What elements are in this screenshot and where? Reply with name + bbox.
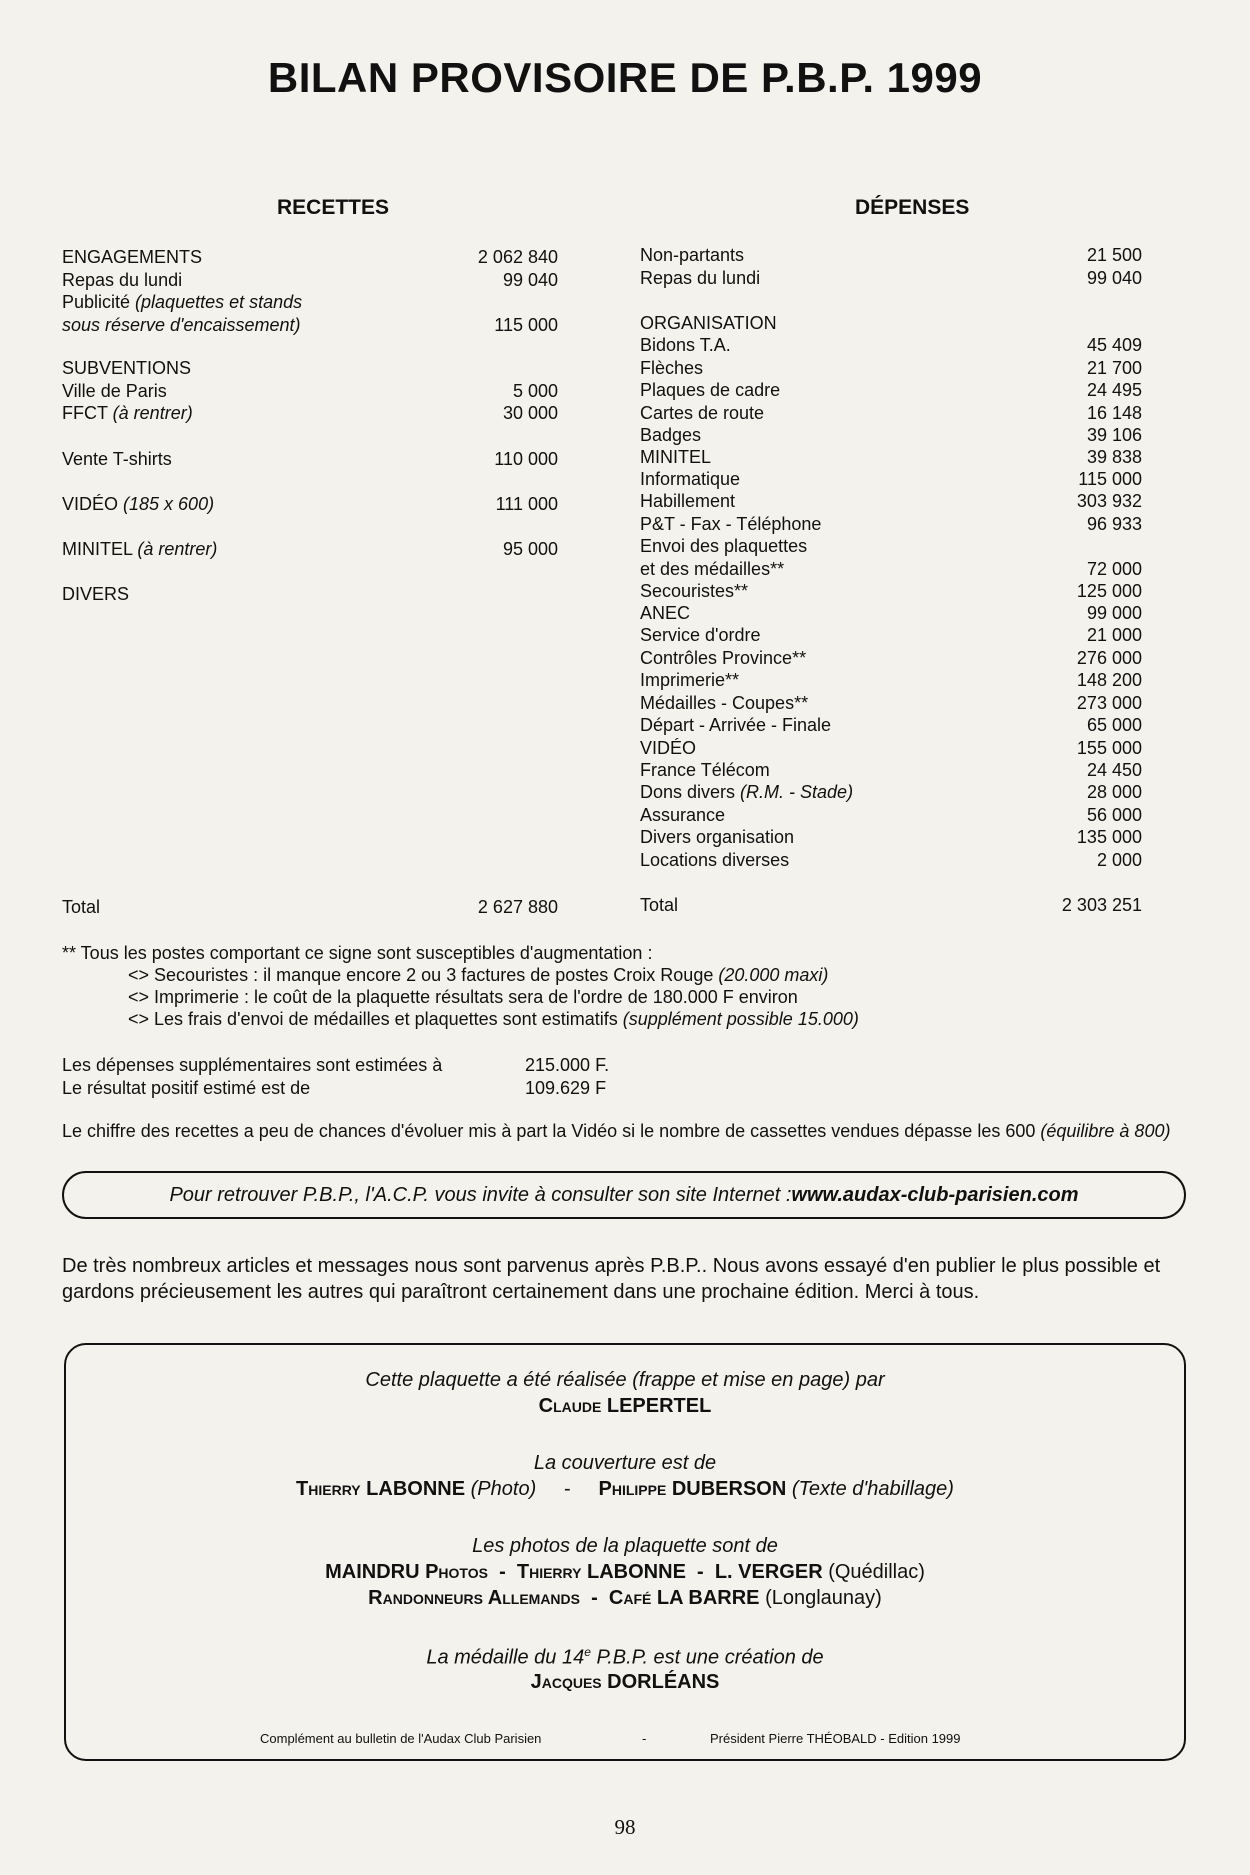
row-amount: 72 000 [1086,559,1142,579]
row-label: France Télécom [640,760,770,780]
row-amount: 115 000 [494,315,558,335]
row-label: Flèches [640,358,704,378]
cover-credits: Thierry LABONNE (Photo) - Philippe DUBERSON (Texte d'habillage) [296,1478,954,1500]
row-amount: 155 000 [1076,738,1142,758]
result-value: 109.629 F [525,1078,607,1098]
footer-right: Président Pierre THÉOBALD - Edition 1999 [710,1731,961,1746]
row-amount: 303 932 [1076,491,1142,511]
credits-author: Claude LEPERTEL [538,1395,712,1417]
photos-credits-1: MAINDRU Photos - Thierry LABONNE - L. VERGER (Quédillac) [325,1561,925,1583]
row-amount: 95 000 [502,539,558,559]
row-label: Informatique [640,469,741,489]
row-label: Habillement [640,491,736,511]
recettes-header: RECETTES [277,196,390,219]
row-label: sous réserve d'encaissement) [62,315,301,335]
row-amount: 2 000 [1096,850,1142,870]
row-label: Dons divers (R.M. - Stade) [640,782,854,802]
row-amount: 2 062 840 [477,247,558,267]
row-amount: 21 500 [1086,245,1142,265]
row-amount: 2 627 880 [477,897,558,917]
row-label: ORGANISATION [640,313,777,333]
row-label: FFCT (à rentrer) [62,403,193,423]
row-amount: 45 409 [1086,335,1142,355]
row-label: Repas du lundi [640,268,761,288]
row-amount: 125 000 [1076,581,1142,601]
row-label: Imprimerie** [640,670,740,690]
row-amount: 24 495 [1086,380,1142,400]
row-label: Non-partants [640,245,745,265]
row-label: ANEC [640,603,691,623]
row-amount: 56 000 [1086,805,1142,825]
row-amount: 135 000 [1076,827,1142,847]
row-label: Médailles - Coupes** [640,693,809,713]
extra-costs-value: 215.000 F. [525,1055,610,1075]
row-amount: 39 838 [1086,447,1142,467]
row-amount: 16 148 [1086,403,1142,423]
website-banner [62,1171,1186,1219]
row-label: Divers organisation [640,827,795,847]
row-label: MINITEL [640,447,712,467]
row-amount: 65 000 [1086,715,1142,735]
row-label: ENGAGEMENTS [62,247,203,267]
row-label: Badges [640,425,702,445]
row-amount: 99 000 [1086,603,1142,623]
row-label: Total [62,897,101,917]
row-label: Plaques de cadre [640,380,781,400]
row-amount: 96 933 [1086,514,1142,534]
row-amount: 111 000 [495,494,558,514]
row-amount: 115 000 [1078,469,1142,489]
depenses-header: DÉPENSES [855,196,970,219]
thanks-paragraph: De très nombreux articles et messages nous sont parvenus après P.B.P.. Nous avons essayé d'en publier le plus possible et gardons précieusement les autres qui paraîtront certainement dans une prochaine édition. Merci à tous. [62,1255,1161,1303]
page-number: 98 [614,1815,636,1839]
row-label: Secouristes** [640,581,749,601]
row-amount: 99 040 [502,270,558,290]
result-label: Le résultat positif estimé est de [62,1078,311,1098]
row-label: SUBVENTIONS [62,358,192,378]
row-label: Contrôles Province** [640,648,807,668]
medal-author: Jacques DORLÉANS [530,1671,720,1693]
row-amount: 30 000 [502,403,558,423]
row-label: Repas du lundi [62,270,183,290]
row-label: Publicité (plaquettes et stands [62,292,303,312]
notes-intro: ** Tous les postes comportant ce signe sont susceptibles d'augmentation : [62,943,653,963]
row-label: Service d'ordre [640,625,761,645]
row-amount: 273 000 [1076,693,1142,713]
row-label: VIDÉO [640,738,697,758]
row-amount: 24 450 [1086,760,1142,780]
row-label: et des médailles** [640,559,785,579]
photos-credits-2: Randonneurs Allemands - Café LA BARRE (Longlaunay) [368,1587,882,1609]
note-item: <> Secouristes : il manque encore 2 ou 3 factures de postes Croix Rouge (20.000 maxi) [128,965,829,985]
row-amount: 276 000 [1076,648,1142,668]
row-label: Vente T-shirts [62,449,172,469]
credits-line-1: Cette plaquette a été réalisée (frappe et mise en page) par [365,1369,885,1391]
photos-line: Les photos de la plaquette sont de [472,1535,778,1557]
extra-costs-label: Les dépenses supplémentaires sont estimées à [62,1055,443,1075]
website-link[interactable]: www.audax-club-parisien.com [791,1183,1079,1206]
row-amount: 21 000 [1086,625,1142,645]
credits-box [64,1343,1186,1761]
row-amount: 39 106 [1086,425,1142,445]
row-label: VIDÉO (185 x 600) [62,494,215,514]
note-item: <> Imprimerie : le coût de la plaquette résultats sera de l'ordre de 180.000 F environ [128,987,798,1007]
row-amount: 21 700 [1086,358,1142,378]
cover-line: La couverture est de [533,1452,717,1474]
row-label: Départ - Arrivée - Finale [640,715,832,735]
footer-left: Complément au bulletin de l'Audax Club Parisien [260,1731,542,1746]
row-amount: 148 200 [1076,670,1142,690]
row-amount: 5 000 [512,381,558,401]
website-text: Pour retrouver P.B.P., l'A.C.P. vous invite à consulter son site Internet : [169,1183,792,1206]
row-label: MINITEL (à rentrer) [62,539,218,559]
row-amount: 2 303 251 [1061,895,1142,915]
row-label: DIVERS [62,584,130,604]
page-title: BILAN PROVISOIRE DE P.B.P. 1999 [267,54,983,101]
row-label: Ville de Paris [62,381,167,401]
row-amount: 28 000 [1086,782,1142,802]
row-label: Locations diverses [640,850,790,870]
row-amount: 99 040 [1086,268,1142,288]
row-label: Total [640,895,679,915]
medal-line: La médaille du 14e P.B.P. est une création de [426,1645,824,1669]
note-item: <> Les frais d'envoi de médailles et plaquettes sont estimatifs (supplément possible 15.000) [128,1009,859,1029]
row-label: Cartes de route [640,403,765,423]
row-label: P&T - Fax - Téléphone [640,514,822,534]
row-label: Assurance [640,805,726,825]
row-label: Bidons T.A. [640,335,731,355]
row-label: Envoi des plaquettes [640,536,808,556]
row-amount: 110 000 [494,449,558,469]
footer-sep: - [642,1731,647,1746]
recettes-note: Le chiffre des recettes a peu de chances d'évoluer mis à part la Vidéo si le nombre de cassettes vendues dépasse les 600 (équilibre à 800) [62,1121,1171,1141]
